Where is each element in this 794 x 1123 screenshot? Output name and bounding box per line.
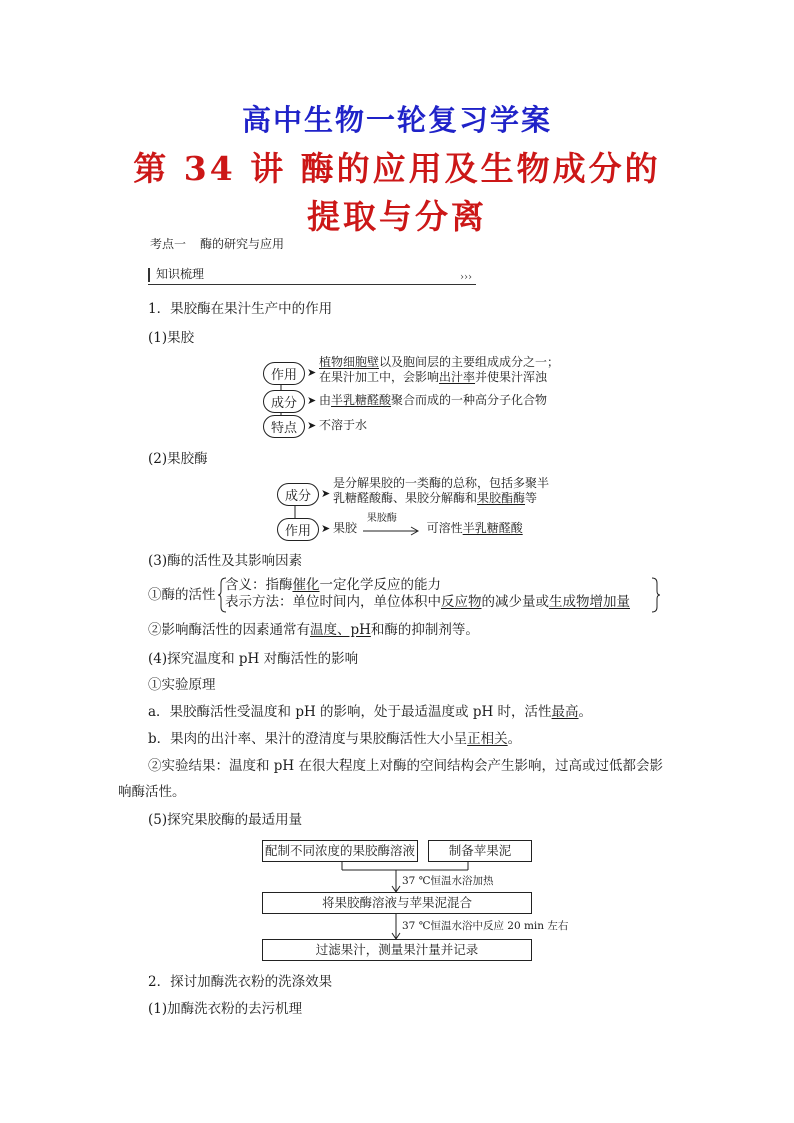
pectin-comp-text-b: 半乳糖醛酸 xyxy=(331,393,392,407)
section-title: 酶的研究与应用 xyxy=(200,237,285,251)
chevrons-icon: ››› xyxy=(460,272,472,283)
arrow-icon: ➤ xyxy=(307,394,317,407)
principle-a xyxy=(148,704,592,720)
pectinase-comp-oval: 成分 xyxy=(277,483,319,506)
principle-b-end: 。 xyxy=(507,731,522,747)
activity-expr xyxy=(225,594,630,610)
enzyme-arrow-label: 果胶酶 xyxy=(366,512,397,524)
principle-heading: ①实验原理 xyxy=(148,677,216,693)
pectinase-comp-text1: 是分解果胶的一类酶的总称，包括多聚半 xyxy=(333,476,550,490)
lecture-title-line2: 提取与分离 xyxy=(307,197,487,236)
arrow-icon: ➤ xyxy=(321,522,331,535)
flow-step-react: 37 ℃恒温水浴中反应 20 min 左右 xyxy=(402,920,569,932)
pectinase-role-text xyxy=(333,512,523,536)
pectinase-role-to-a: 可溶性 xyxy=(426,521,463,535)
s1-heading: 1．果胶酶在果汁生产中的作用 xyxy=(148,301,333,317)
flow-box-mix: 将果胶酶溶液与苹果泥混合 xyxy=(262,892,532,914)
arrow-icon: ➤ xyxy=(307,419,317,432)
pectinase-comp-text2b: 果胶酯酶 xyxy=(477,491,526,505)
section-label: 考点一 xyxy=(150,237,187,251)
result-line2: 响酶活性。 xyxy=(118,784,186,800)
page-title: 高中生物一轮复习学案 xyxy=(241,103,552,137)
activity-expr-a: 表示方法：单位时间内，单位体积中 xyxy=(225,594,441,610)
section-heading xyxy=(150,237,284,252)
pectinase-comp-text2c: 等 xyxy=(525,491,538,505)
pectin-role-text2c: 并使果汁浑浊 xyxy=(475,370,548,384)
factors-a: ②影响酶活性的因素通常有 xyxy=(148,622,310,638)
pectin-comp-text-c: 聚合而成的一种高分子化合物 xyxy=(391,393,548,407)
principle-b xyxy=(148,731,521,747)
knowledge-header xyxy=(148,266,476,285)
factors-c: 和酶的抑制剂等。 xyxy=(370,622,479,638)
factors-line xyxy=(148,622,479,638)
principle-a-end: 。 xyxy=(578,704,593,720)
factors-b: 温度、pH xyxy=(310,622,371,638)
pectinase-role-oval: 作用 xyxy=(277,518,319,541)
flowchart xyxy=(262,840,569,962)
enzyme-arrow xyxy=(361,512,423,536)
pectinase-role-from: 果胶 xyxy=(333,521,358,535)
activity-expr-c: 的减少量或 xyxy=(481,594,549,610)
knowledge-label: 知识梳理 xyxy=(156,267,205,281)
principle-a-text: a．果胶酶活性受温度和 pH 的影响，处于最适温度或 pH 时，活性 xyxy=(148,704,552,720)
pectin-role-text1a: 植物细胞壁 xyxy=(319,355,380,369)
principle-b-keyword: 正相关 xyxy=(467,731,508,747)
flow-box-prepare-enzyme: 配制不同浓度的果胶酶溶液 xyxy=(262,840,418,862)
s1-sub2: (2)果胶酶 xyxy=(148,451,208,467)
activity-expr-d: 生成物增加量 xyxy=(549,594,630,610)
principle-b-text: b．果肉的出汁率、果汁的澄清度与果胶酶活性大小呈 xyxy=(148,731,468,747)
activity-def xyxy=(225,577,441,593)
pectin-role-text1b: 以及胞间层的主要组成成分之一； xyxy=(379,355,560,369)
pectin-feat-oval: 特点 xyxy=(263,415,305,438)
activity-label: ①酶的活性 xyxy=(148,587,216,603)
pectinase-comp-text2a: 乳糖醛酸酶、果胶分解酶和 xyxy=(333,491,478,505)
activity-def-c: 一定化学反应的能力 xyxy=(319,577,441,593)
pectin-feat-text: 不溶于水 xyxy=(319,418,368,432)
activity-expr-b: 反应物 xyxy=(441,594,482,610)
pectin-comp-text xyxy=(319,393,547,408)
activity-def-b: 催化 xyxy=(292,577,320,593)
pectinase-role-to-b: 半乳糖醛酸 xyxy=(462,521,523,535)
principle-a-keyword: 最高 xyxy=(551,704,579,720)
pectin-role-oval: 作用 xyxy=(263,362,305,385)
lecture-title-line1: 第 34 讲 酶的应用及生物成分的 xyxy=(133,149,661,188)
s1-sub1: (1)果胶 xyxy=(148,330,195,346)
arrow-icon: ➤ xyxy=(307,366,317,379)
s2-heading: 2．探讨加酶洗衣粉的洗涤效果 xyxy=(148,974,333,990)
s1-sub3: (3)酶的活性及其影响因素 xyxy=(148,553,303,569)
knowledge-header-bar xyxy=(148,268,150,282)
flow-box-prepare-apple: 制备苹果泥 xyxy=(428,840,532,862)
flow-step-heat: 37 ℃恒温水浴加热 xyxy=(402,875,494,887)
pectinase-comp-text xyxy=(333,476,549,506)
arrow-icon: ➤ xyxy=(321,487,331,500)
result-line1: ②实验结果：温度和 pH 在很大程度上对酶的空间结构会产生影响，过高或过低都会影 xyxy=(148,758,663,774)
s1-sub4: (4)探究温度和 pH 对酶活性的影响 xyxy=(148,651,359,667)
right-arrow-icon xyxy=(361,524,423,538)
activity-def-a: 含义：指酶 xyxy=(225,577,293,593)
s2-sub1: (1)加酶洗衣粉的去污机理 xyxy=(148,1001,303,1017)
s1-sub5: (5)探究果胶酶的最适用量 xyxy=(148,812,303,828)
pectin-comp-oval: 成分 xyxy=(263,390,305,413)
pectin-role-text xyxy=(319,355,559,385)
pectin-role-text2a: 在果汁加工中，会影响 xyxy=(319,370,440,384)
pectinase-diagram xyxy=(277,474,577,544)
pectin-diagram xyxy=(263,352,563,442)
pectin-role-text2b: 出汁率 xyxy=(439,370,476,384)
pectin-comp-text-a: 由 xyxy=(319,393,332,407)
right-brace-icon xyxy=(650,577,660,613)
flow-box-filter: 过滤果汁，测量果汁量并记录 xyxy=(262,939,532,961)
